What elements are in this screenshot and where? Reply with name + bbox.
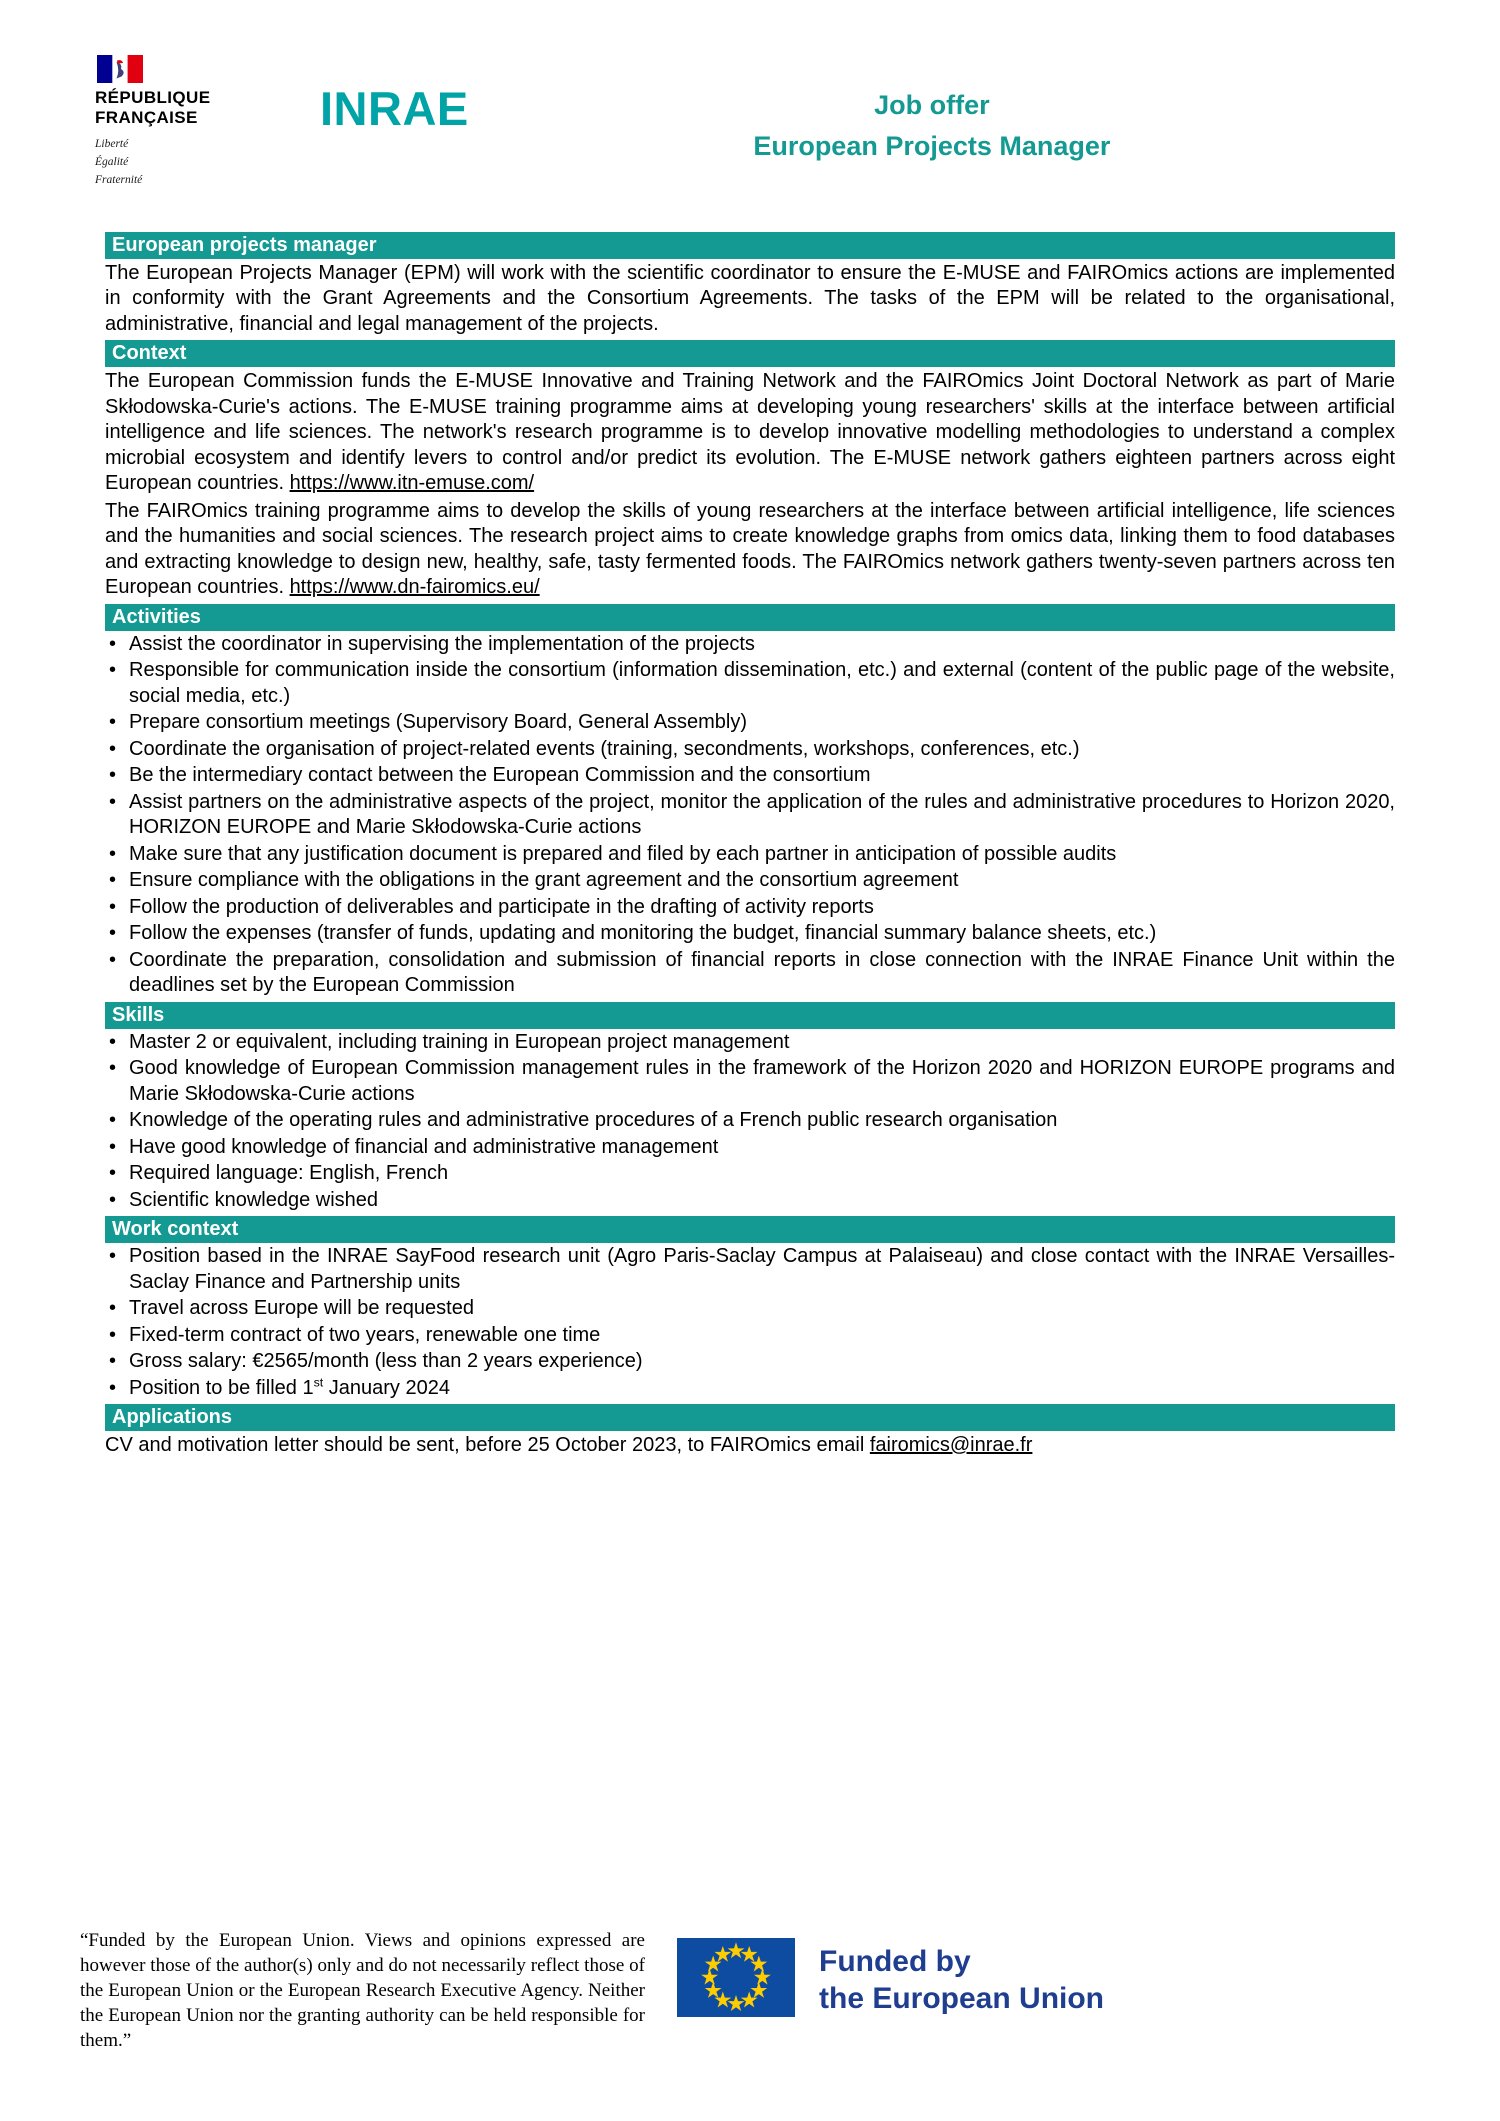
bullet-item: • Master 2 or equivalent, including training in European project management bbox=[105, 1030, 1395, 1056]
bullet-item: • Be the intermediary contact between the European Commission and the consortium bbox=[105, 763, 1395, 789]
document-header bbox=[0, 0, 1500, 190]
bullet-item: • Make sure that any justification document is prepared and filed by each partner in anticipation of possible audits bbox=[105, 842, 1395, 868]
paragraph: The European Commission funds the E-MUSE Innovative and Training Network and the FAIROmics Joint Doctoral Network as part of Marie Skłodowska-Curie's actions. The E-MUSE training programme aims at developing young researchers' skills at the interface between artificial intelligence and life sciences. The network's research programme is to develop innovative modelling methodologies to understand a complex microbial ecosystem and identify levers to control and/or predict its evolution. The E-MUSE network gathers eighteen partners across eight European countries. https://www.itn-emuse.com/ bbox=[105, 370, 1395, 495]
bullet-item: • Follow the expenses (transfer of funds, updating and monitoring the budget, financial summary balance sheets, etc.) bbox=[105, 921, 1395, 947]
section-skills bbox=[105, 1002, 1395, 1214]
republique-francaise-logo bbox=[95, 55, 250, 190]
document-body bbox=[105, 232, 1395, 1459]
paragraph: The European Projects Manager (EPM) will work with the scientific coordinator to ensure the E-MUSE and FAIROmics actions are implemented in conformity with the Grant Agreements and the Consortium Agreements. The tasks of the EPM will be related to the organisational, administrative, financial and legal management of the projects. bbox=[105, 261, 1395, 335]
bullet-item: • Position based in the INRAE SayFood research unit (Agro Paris-Saclay Campus at Palaiseau) and close contact with the INRAE Versailles-Saclay Finance and Partnership units bbox=[105, 1244, 1395, 1295]
section-header-skills: Skills bbox=[105, 1002, 1395, 1029]
bullet-item: • Have good knowledge of financial and administrative management bbox=[105, 1135, 1395, 1161]
document-title bbox=[469, 85, 1395, 166]
paragraph: CV and motivation letter should be sent, before 25 October 2023, to FAIROmics email fairomics@inrae.fr bbox=[105, 1434, 1033, 1457]
bullet-item: • Assist the coordinator in supervising the implementation of the projects bbox=[105, 632, 1395, 658]
eu-disclaimer-quote: “Funded by the European Union. Views and opinions expressed are however those of the author(s) only and do not necessarily reflect those of the European Union or the European Research Executive Agency. Neither the European Union nor the granting authority can be held responsible for them.” bbox=[80, 1930, 645, 2051]
bullet-item: • Coordinate the preparation, consolidation and submission of financial reports in close connection with the INRAE Finance Unit within the deadlines set by the European Commission bbox=[105, 948, 1395, 999]
bullet-item: • Scientific knowledge wished bbox=[105, 1188, 1395, 1214]
bullet-item: • Ensure compliance with the obligations in the grant agreement and the consortium agreement bbox=[105, 868, 1395, 894]
section-activities bbox=[105, 604, 1395, 999]
eu-flag-icon bbox=[677, 1938, 795, 2017]
paragraph: The FAIROmics training programme aims to develop the skills of young researchers at the interface between artificial intelligence, life sciences and the humanities and social sciences. The research project aims to create knowledge graphs from omics data, linking them to food databases and extracting knowledge to design new, healthy, safe, tasty fermented foods. The FAIROmics network gathers twenty-seven partners across ten European countries. https://www.dn-fairomics.eu/ bbox=[105, 499, 1395, 599]
bullet-item: • Prepare consortium meetings (Supervisory Board, General Assembly) bbox=[105, 710, 1395, 736]
title-line-2: European Projects Manager bbox=[753, 130, 1111, 161]
inrae-logo: INRAE bbox=[320, 82, 469, 135]
bullet-item: • Fixed-term contract of two years, renewable one time bbox=[105, 1323, 1395, 1349]
bullet-item: • Assist partners on the administrative aspects of the project, monitor the application of the rules and administrative procedures to Horizon 2020, HORIZON EUROPE and Marie Skłodowska-Curie actions bbox=[105, 790, 1395, 841]
rf-name: RÉPUBLIQUE FRANÇAISE bbox=[95, 88, 211, 128]
bullet-item: • Responsible for communication inside the consortium (information dissemination, etc.) and external (content of the public page of the website, social media, etc.) bbox=[105, 658, 1395, 709]
section-work-context bbox=[105, 1216, 1395, 1401]
section-context bbox=[105, 340, 1395, 601]
section-header-activities: Activities bbox=[105, 604, 1395, 631]
section-header-work-context: Work context bbox=[105, 1216, 1395, 1243]
bullet-item: • Travel across Europe will be requested bbox=[105, 1296, 1395, 1322]
section-header-applications: Applications bbox=[105, 1404, 1395, 1431]
bullet-item: • Gross salary: €2565/month (less than 2 years experience) bbox=[105, 1349, 1395, 1375]
section-applications bbox=[105, 1404, 1395, 1459]
french-flag-icon bbox=[97, 55, 143, 83]
url-link[interactable]: https://www.dn-fairomics.eu/ bbox=[289, 576, 540, 599]
bullet-item: • Required language: English, French bbox=[105, 1161, 1395, 1187]
bullet-item: • Coordinate the organisation of project-related events (training, secondments, workshops, conferences, etc.) bbox=[105, 737, 1395, 763]
rf-motto: Liberté Égalité Fraternité bbox=[95, 138, 143, 186]
title-line-1: Job offer bbox=[874, 90, 990, 120]
bullet-item: • Follow the production of deliverables and participate in the drafting of activity reports bbox=[105, 895, 1395, 921]
bullet-item: • Good knowledge of European Commission management rules in the framework of the Horizon 2020 and HORIZON EUROPE programs and Marie Skłodowska-Curie actions bbox=[105, 1056, 1395, 1107]
bullet-item: • Knowledge of the operating rules and administrative procedures of a French public research organisation bbox=[105, 1108, 1395, 1134]
section-european-projects-manager bbox=[105, 232, 1395, 338]
document-footer bbox=[80, 1928, 1104, 2053]
section-header-european-projects-manager: European projects manager bbox=[105, 232, 1395, 259]
funded-by-eu-label: Funded by the European Union bbox=[819, 1945, 1104, 2015]
url-link[interactable]: https://www.itn-emuse.com/ bbox=[289, 472, 535, 495]
email-link[interactable]: fairomics@inrae.fr bbox=[869, 1434, 1033, 1457]
bullet-item: • Position to be filled 1st January 2024 bbox=[105, 1376, 1395, 1402]
section-header-context: Context bbox=[105, 340, 1395, 367]
